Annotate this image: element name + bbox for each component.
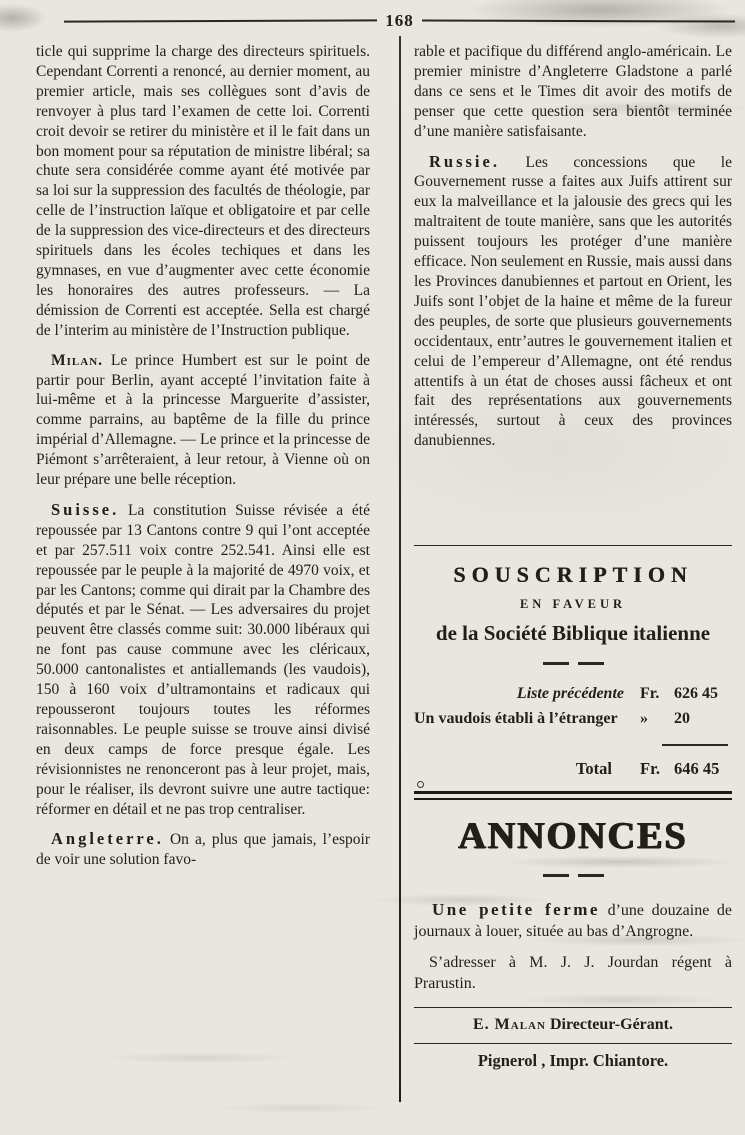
paragraph-angleterre-text: On a, plus que jamais, l’espoir de voir une solution favo- (36, 831, 370, 869)
souscription-subtitle: EN FAVEUR (519, 597, 627, 611)
dash (543, 874, 569, 877)
row-amount: 626 45 (674, 685, 718, 702)
paragraph-angleterre (36, 829, 370, 870)
paragraph-suisse (36, 500, 370, 820)
page-number: 168 (385, 11, 414, 30)
section-heading-suisse: Suisse. (51, 499, 120, 519)
souscription-total (414, 758, 732, 780)
souscription-beneficiary: de la Société Biblique italienne (435, 621, 711, 645)
souscription-row (414, 683, 732, 705)
section-rule (414, 545, 732, 546)
ad-text: d’une douzaine de journaux à louer, située au bas d’Angrogne. (414, 902, 732, 940)
ad-lead: Une petite ferme (432, 900, 600, 919)
director-name: E. Malan (472, 1016, 546, 1033)
right-column (414, 42, 732, 1070)
place-label-milan: Milan. (51, 351, 104, 369)
paragraph-continuation-left: ticle qui supprime la charge des directeurs spirituels. Cependant Correnti a renoncé, au dernier moment, au premier article, mais ses collègues sont d’avis de renvoyer à plus tard l’examen de cette loi. Correnti croit devoir se retirer du ministère et il le fait dans un bon moment pour sa réputation de ministre libéral; sa chute sera considérée comme ayant été motivée par sa loi sur la suppression des facultés de théologie, par celle de l’instruction laïque et obligatoire et par celle de la suppression des vice-directeurs et des directeurs spirituels dans les écoles techiques et dans les gymnases, en vue d’augmenter avec cette économie les honoraires des autres professeurs. — La démission de Correnti est acceptée. Sella est chargé de l’interim au ministère de l’Instruction publique. (36, 43, 370, 339)
total-currency: Fr. (640, 759, 661, 778)
section-heading-angleterre: Angleterre. (51, 829, 164, 849)
section-rule-thick (414, 791, 732, 800)
footer-rule (414, 1043, 732, 1044)
dash (578, 662, 604, 665)
ad-contact: S’adresser à M. J. J. Jourdan régent à Prarustin. (414, 954, 732, 992)
dash (578, 874, 604, 877)
total-rule (662, 744, 728, 746)
total-label: Total (575, 759, 612, 778)
row-label: Liste précédente (516, 685, 624, 702)
dash (543, 662, 569, 665)
paragraph-milan-text: Le prince Humbert est sur le point de partir pour Berlin, ayant accepté l’invitation faite à lui-même et à la princesse Marguerite d’assister, comme parrains, au baptême de la fille du prince impérial d’Allemagne. — Le prince et la princesse de Piémont s’arrêteraient, à leur retour, à Vienne où on leur prépare une belle réception. (36, 351, 370, 489)
paragraph-russie (414, 152, 732, 452)
page-header (0, 6, 745, 36)
ad-paragraph (414, 899, 732, 942)
scan-artifact-dot (417, 781, 424, 788)
lower-right-block (414, 545, 732, 1071)
header-rule-right (422, 19, 735, 22)
column-divider (399, 36, 401, 1102)
row-currency: » (640, 710, 648, 727)
row-label: Un vaudois établi à l’étranger (414, 710, 618, 727)
souscription-row (414, 708, 732, 730)
left-column (36, 42, 370, 880)
souscription-section (414, 562, 732, 780)
director-line (414, 1015, 732, 1035)
divider-dashes (414, 874, 732, 877)
annonces-section (414, 814, 732, 1071)
row-currency: Fr. (640, 685, 660, 702)
footer-rule (414, 1007, 732, 1008)
annonces-title: ANNONCES (458, 815, 688, 857)
paragraph-milan (36, 351, 370, 490)
header-rule-left (64, 19, 377, 22)
paragraph-suisse-text: La constitution Suisse révisée a été repoussée par 13 Cantons contre 9 qui l’ont acceptée et par 257.511 voix contre 252.541. Ainsi elle est repoussée par le peuple à la majorité de 4970 voix, et par les Cantons; comme qui dirait par la Chambre des députés et par le Sénat. — Les adversaires du projet peuvent être classés comme suit: 30.000 libéraux qui ne font pas cause commune avec les cléricaux, 50.000 cantonalistes et antiallemands (les vaudois), 150 à 160 voix d’ultramontains et radicaux qui repousseront toujours toutes les réformes raisonnables. Le peuple suisse se trouve ainsi divisé en deux camps de force presque égale. Les révisionnistes ne renonceront pas à leur projet, mais, pour le réaliser, ils devront suivre une autre tactique: réformer en détail et ne pas trop centraliser. (36, 501, 370, 818)
section-heading-russie: Russie. (429, 151, 500, 171)
director-role: Directeur-Gérant. (545, 1016, 673, 1033)
paragraph-continuation-right: rable et pacifique du différend anglo-américain. Le premier ministre d’Angleterre Gladstone a parlé dans ce sens et le Times dit avoir des motifs de penser que cette question sera bientôt terminée d’une manière satisfaisante. (414, 43, 732, 140)
row-amount: 20 (674, 710, 690, 727)
divider-dashes (414, 662, 732, 665)
paragraph-russie-text: Les concessions que le Gouvernement russe a faites aux Juifs attirent sur eux la malveillance et la jalousie des grecs qui les maltraitent de toute manière, sans que les autorités puissent toujours les protéger d’une manière efficace. Non seulement en Russie, mais aussi dans les Provinces danubiennes et partout en Orient, les Juifs sont l’objet de la haine et même de la fureur des peuples, de sorte que plusieurs gouvernements occidentaux, entr’autres le gouvernement italien et celui de l’empereur d’Allemagne, ont été rendus attentifs à un état de choses aussi fâcheux et ont fait des représentations aux gouvernements intéressés, surtout à ceux des provinces danubiennes. (414, 153, 732, 450)
imprint-line: Pignerol , Impr. Chiantore. (477, 1051, 669, 1070)
total-amount: 646 45 (674, 759, 720, 778)
souscription-title: SOUSCRIPTION (453, 562, 693, 587)
